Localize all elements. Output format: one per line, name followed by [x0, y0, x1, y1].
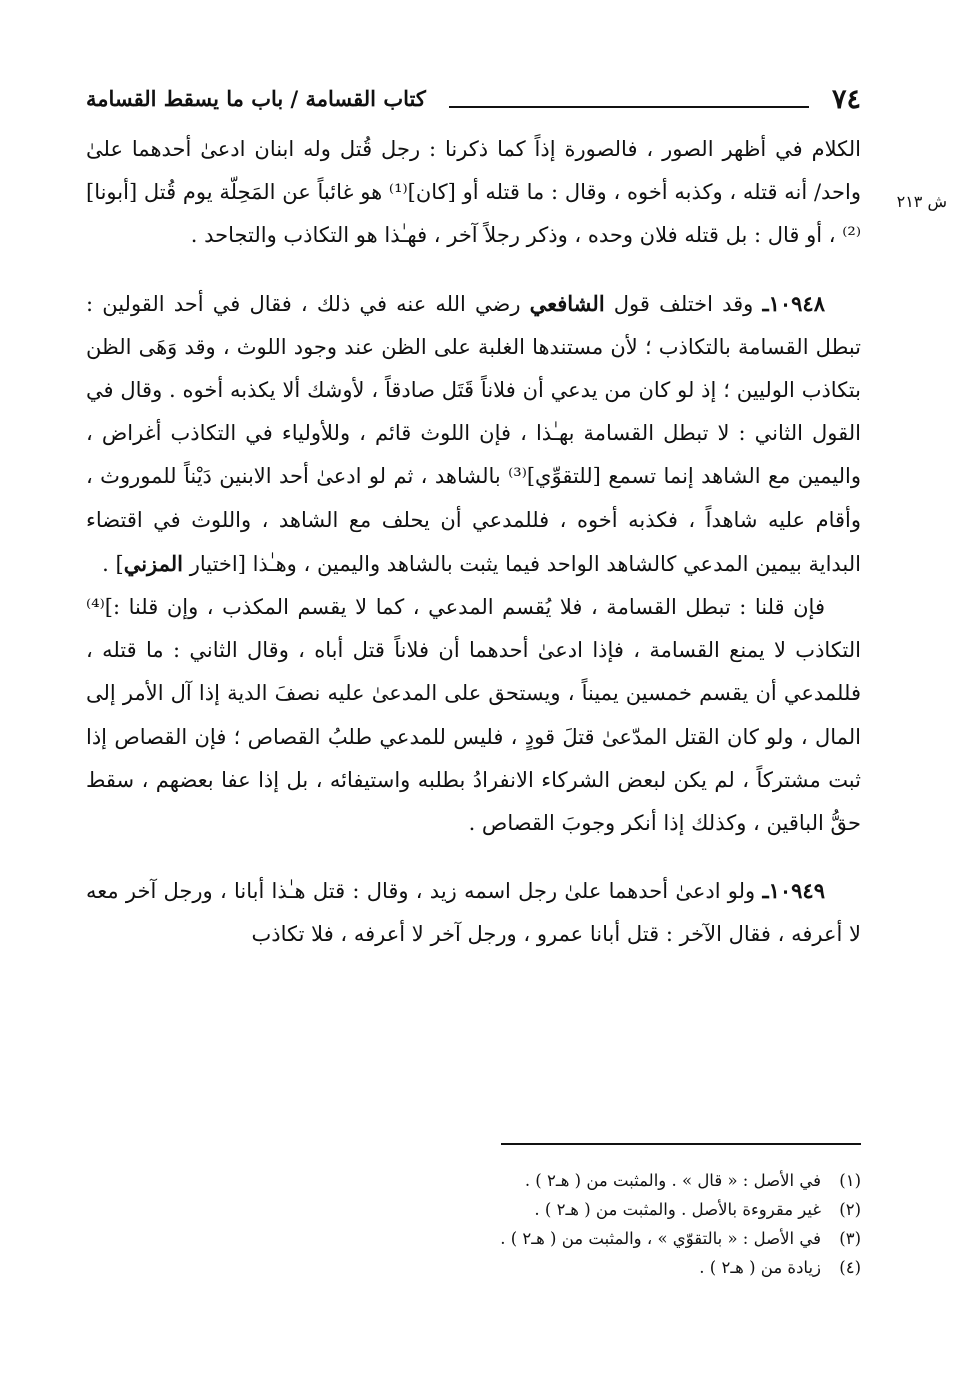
- footnote-number: (٣): [839, 1229, 861, 1248]
- paragraph-text: ] .: [102, 551, 124, 576]
- footnote-rule: [501, 1143, 861, 1145]
- paragraph-10949: [86, 869, 861, 956]
- paragraph-continuation: [86, 128, 861, 258]
- paragraph-text: فإن قلنا : تبطل القسامة ، فلا يُقسم المدعي ، كما لا يقسم المكذب ، وإن قلنا :]⁽⁴⁾ التكاذب لا يمنع القسامة ، فإذا ادعىٰ أحدهما أن فلاناً قتل أباه ، وقال الثاني : ما قتله ، فللمدعي أن يقسم خمسين يميناً ، ويستحق على المدعىٰ عليه نصفَ الدية إذا آل الأمر إلى المال ، ولو كان القتل المدّعىٰ قتلَ قودٍ ، فليس للمدعي طلبُ القصاص ؛ فإن القصاص إذا ثبت مشتركاً ، لم يكن لبعض الشركاء الانفرادُ بطلبه واستيفائه ، بل إذا عفا بعضهم ، سقط حقُّ الباقين ، وكذلك إذا أنكر وجوبَ القصاص .: [86, 595, 861, 836]
- scholar-name: المزني: [123, 550, 184, 576]
- footnote-number: (٢): [839, 1200, 861, 1219]
- footnote-text: زيادة من ( هـ٢ ) .: [699, 1258, 821, 1277]
- page-number: ٧٤: [831, 84, 861, 115]
- chapter-title: كتاب القسامة / باب ما يسقط القسامة: [86, 86, 426, 111]
- footnotes: [301, 1166, 861, 1282]
- paragraph-text: رضي الله عنه في ذلك ، فقال في أحد القولين : تبطل القسامة بالتكاذب ؛ لأن مستندها الغلبة على الظن عند وجود اللوث ، وقد وَهَى الظن بتكاذب الوليين ؛ إذ لو كان من يدعي أن فلاناً قَتَل صادقاً ، لأوشك ألا يكذبه أخوه . وقال في القول الثاني : لا تبطل القسامة بهـٰذا ، فإن اللوث قائم ، وللأولياء في التكاذب أغراض ، واليمين مع الشاهد إنما تسمع [للتقوِّي]⁽³⁾ بالشاهد ، ثم لو ادعىٰ أحد الابنين دَيْناً للموروث ، وأقام عليه شاهداً ، فكذبه أخوه ، فللمدعي أن يحلف مع الشاهد ، واللوث في اقتضاء البداية بيمين المدعي كالشاهد الواحد فيما يثبت بالشاهد واليمين ، وهـٰذا [اختيار: [86, 291, 861, 576]
- paragraph-number: ١٠٩٤٩ـ: [762, 878, 825, 904]
- running-header: [86, 84, 861, 124]
- footnote: [301, 1195, 861, 1224]
- paragraph-number: ١٠٩٤٨ـ: [762, 290, 825, 316]
- footnote-text: في الأصل : « بالتقوّي » ، والمثبت من ( هـ٢ ) .: [500, 1229, 821, 1248]
- paragraph-text: ولو ادعىٰ أحدهما علىٰ رجل اسمه زيد ، وقال : قتل هـٰذا أبانا ، ورجل آخر معه لا أعرفه ، فقال الآخر : قتل أبانا عمرو ، ورجل آخر لا أعرفه ، فلا تكاذب: [86, 879, 861, 947]
- body-text: [86, 128, 861, 957]
- footnote-number: (١): [839, 1171, 861, 1190]
- margin-reference: ش ٢١٣: [896, 192, 947, 211]
- paragraph-qulna: [86, 586, 861, 845]
- footnote-text: غير مقروءة بالأصل . والمثبت من ( هـ٢ ) .: [534, 1200, 821, 1219]
- footnote: [301, 1253, 861, 1282]
- paragraph-10948: [86, 282, 861, 586]
- scholar-name: الشافعي: [529, 290, 605, 316]
- footnote: [301, 1224, 861, 1253]
- footnote-text: في الأصل : « قال » . والمثبت من ( هـ٢ ) .: [524, 1171, 821, 1190]
- paragraph-text: وقد اختلف قول: [604, 291, 763, 316]
- paragraph-text: الكلام في أظهر الصور ، فالصورة إذاً كما ذكرنا : رجل قُتل وله ابنان ادعىٰ أحدهما علىٰ واحد/ أنه قتله ، وكذبه أخوه ، وقال : ما قتله أو [كان]⁽¹⁾ هو غائباً عن المَحِلّة يوم قُتل [أبونا]⁽²⁾ ، أو قال : بل قتله فلان وحده ، وذكر رجلاً آخر ، فهـٰذا هو التكاذب والتجاحد .: [86, 137, 861, 248]
- footnote: [301, 1166, 861, 1195]
- footnote-number: (٤): [839, 1258, 861, 1277]
- header-rule: [449, 106, 809, 108]
